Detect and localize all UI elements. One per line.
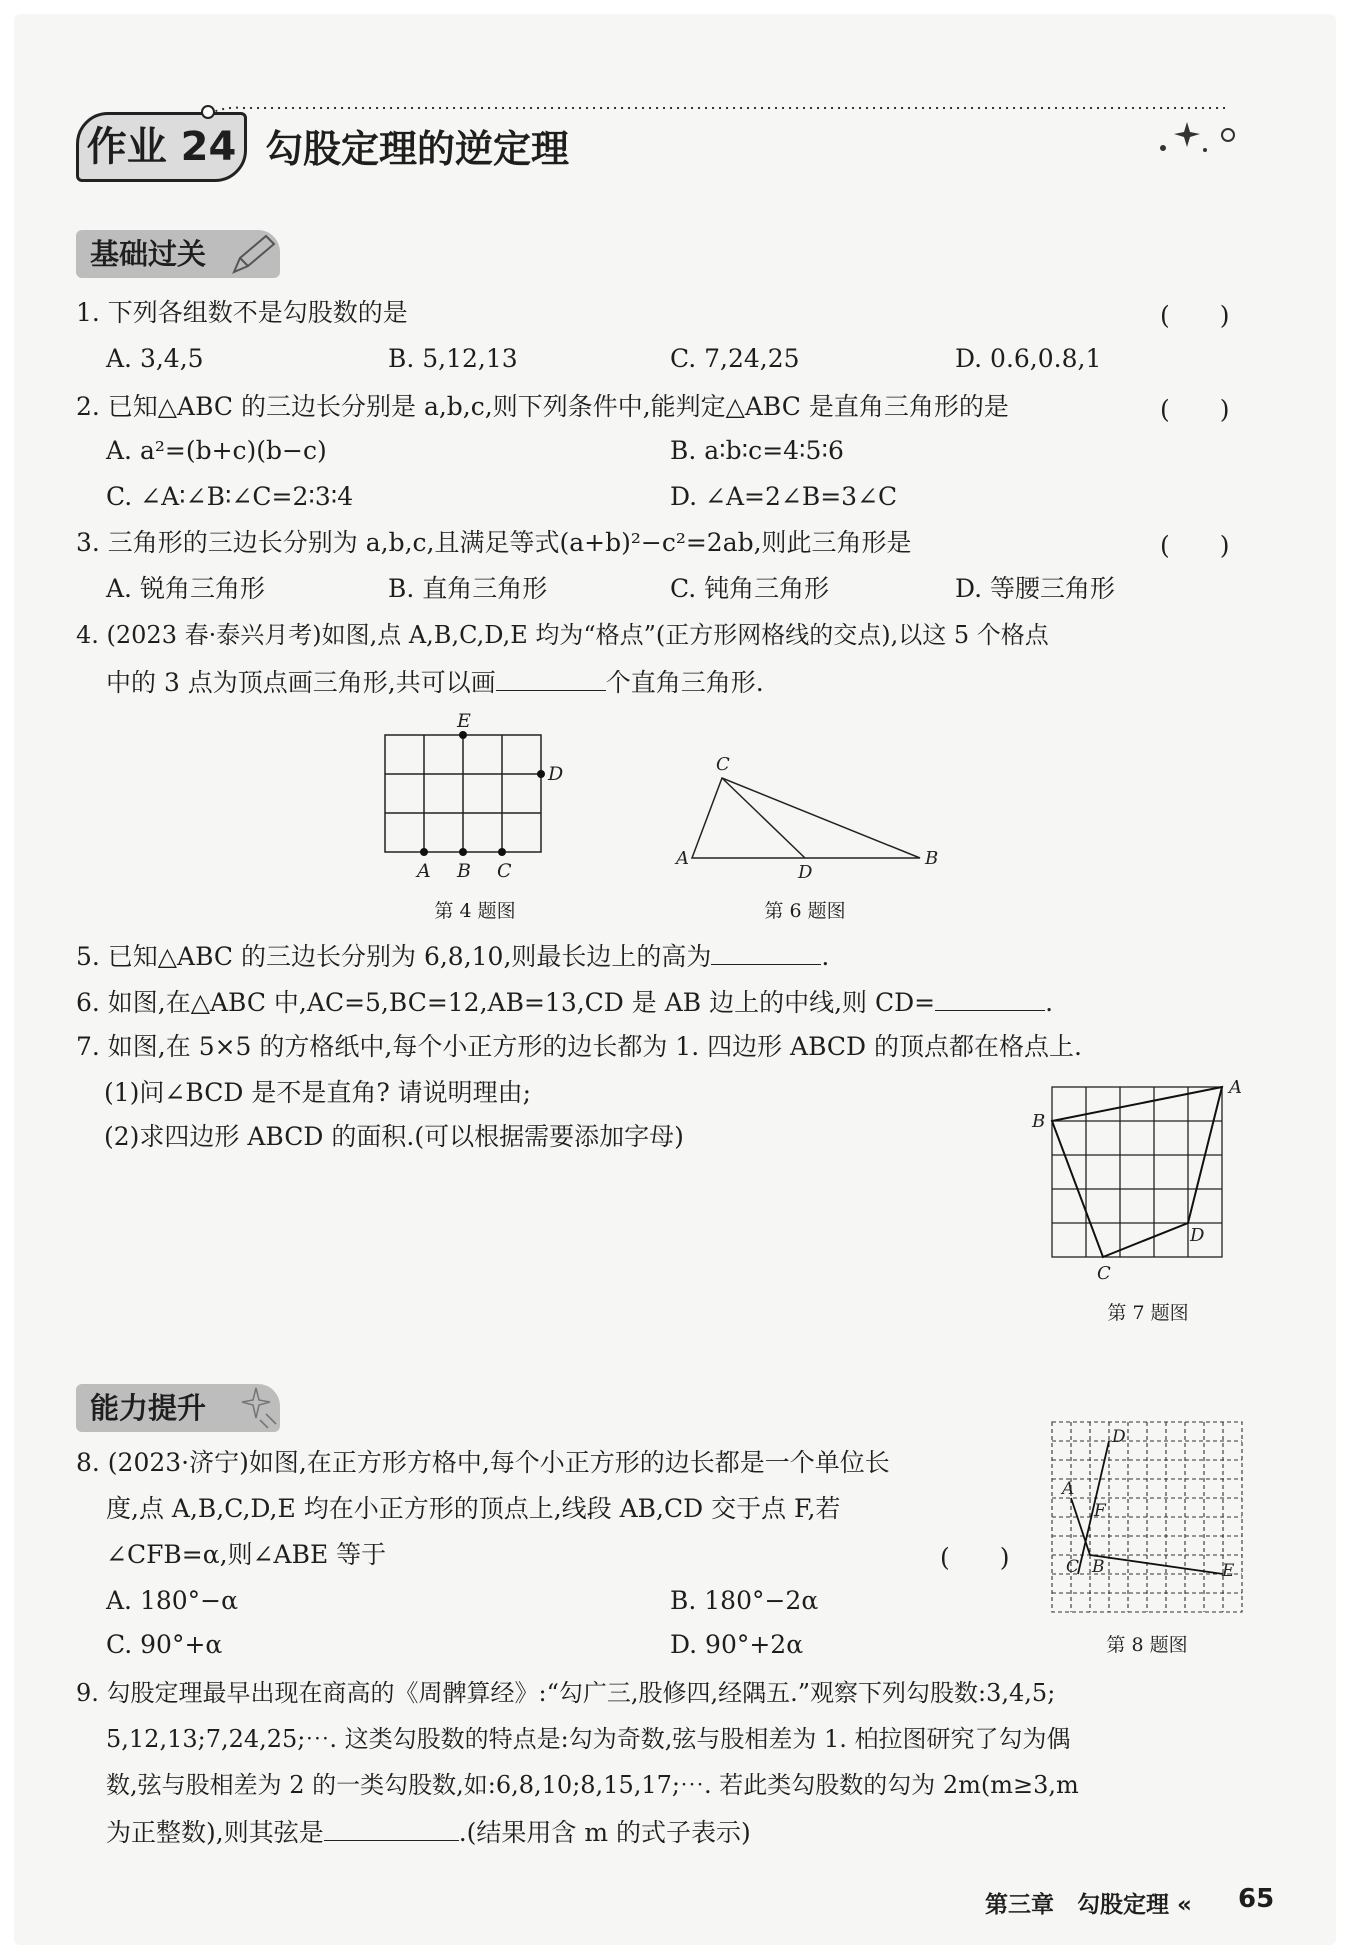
q8-option-a: A. 180°−α [106,1586,238,1615]
q6-end: . [1045,988,1054,1017]
figure-8-caption: 第 8 题图 [1106,1634,1188,1656]
q1-answer-paren: ( ) [1160,301,1230,330]
q2-option-a: A. a²=(b+c)(b−c) [106,436,327,465]
fig4-label-a: A [417,860,431,882]
q5-text: 5. 已知△ABC 的三边长分别为 6,8,10,则最长边上的高为 [76,942,712,971]
q9-line4-end: .(结果用含 m 的式子表示) [458,1818,751,1847]
q3-stem: 3. 三角形的三边长分别为 a,b,c,且满足等式(a+b)²−c²=2ab,则此三角形是 [76,528,912,557]
fig6-label-c: C [716,754,730,775]
q8-option-d: D. 90°+2α [670,1630,804,1659]
q9-line4 [106,1814,751,1850]
q4-line2 [106,664,764,700]
sparkle-icon [236,1384,280,1430]
q3-option-a: A. 锐角三角形 [106,574,265,603]
q6-text: 6. 如图,在△ABC 中,AC=5,BC=12,AB=13,CD 是 AB 边上的中线,则 CD= [76,988,936,1017]
q4-line1: 4. (2023 春·泰兴月考)如图,点 A,B,C,D,E 均为“格点”(正方形网格线的交点),以这 5 个格点 [76,621,1049,649]
fig4-label-e: E [457,710,471,732]
q8-option-b: B. 180°−2α [670,1586,819,1615]
q5-answer-blank[interactable] [711,938,821,965]
fig4-label-b: B [457,860,471,882]
page-title: 勾股定理的逆定理 [265,127,570,171]
figure-4-grid [370,705,590,885]
q9-line4-start: 为正整数),则其弦是 [106,1818,324,1847]
fig6-label-a: A [676,848,689,869]
q9-answer-blank[interactable] [324,1814,459,1841]
assignment-badge: 作业 24 [76,112,247,182]
fig7-label-d: D [1190,1225,1205,1246]
q2-option-b: B. a∶b∶c=4∶5∶6 [670,436,844,465]
q3-answer-paren: ( ) [1160,531,1230,560]
fig7-label-c: C [1097,1263,1111,1284]
q3-option-d: D. 等腰三角形 [955,574,1116,603]
q9-line3: 数,弦与股相差为 2 的一类勾股数,如:6,8,10;8,15,17;⋯. 若此类勾股数的勾为 2m(m≥3,m [106,1771,1079,1799]
q8-answer-paren: ( ) [940,1543,1010,1572]
q7-part2: (2)求四边形 ABCD 的面积.(可以根据需要添加字母) [104,1122,684,1151]
q5-line [76,938,829,974]
fig7-label-a: A [1229,1077,1242,1098]
pencil-icon [230,232,278,278]
q2-option-c: C. ∠A∶∠B∶∠C=2∶3∶4 [106,482,354,511]
q2-stem: 2. 已知△ABC 的三边长分别是 a,b,c,则下列条件中,能判定△ABC 是直角三角形的是 [76,392,1009,421]
q5-end: . [821,942,830,971]
fig8-label-a: A [1062,1479,1075,1499]
q3-option-c: C. 钝角三角形 [670,574,830,603]
q9-line2: 5,12,13;7,24,25;⋯. 这类勾股数的特点是:勾为奇数,弦与股相差为 1. 柏拉图研究了勾为偶 [106,1725,1071,1753]
q9-line1: 9. 勾股定理最早出现在商高的《周髀算经》:“勾广三,股修四,经隅五.”观察下列勾股数:3,4,5; [76,1679,1056,1707]
figure-4-caption: 第 4 题图 [434,900,516,922]
q7-part1: (1)问∠BCD 是不是直角? 请说明理由; [104,1078,532,1107]
fig6-label-b: B [925,848,939,869]
fig8-label-c: C [1066,1557,1080,1577]
q8-option-c: C. 90°+α [106,1630,223,1659]
q2-option-d: D. ∠A=2∠B=3∠C [670,482,898,511]
figure-6-triangle [670,750,950,885]
q2-answer-paren: ( ) [1160,395,1230,424]
q4-answer-blank[interactable] [496,664,606,691]
q8-line1: 8. (2023·济宁)如图,在正方形方格中,每个小正方形的边长都是一个单位长 [76,1448,890,1477]
q1-option-b: B. 5,12,13 [388,344,518,373]
q1-stem: 1. 下列各组数不是勾股数的是 [76,298,408,327]
fig6-label-d: D [798,862,813,883]
q6-line [76,984,1053,1020]
q6-answer-blank[interactable] [935,984,1045,1011]
fig8-label-d: D [1112,1427,1126,1447]
q1-option-d: D. 0.6,0.8,1 [955,344,1102,373]
page-number: 65 [1238,1884,1275,1914]
fig8-label-e: E [1222,1561,1235,1581]
section-basic: 基础过关 [76,230,280,278]
q8-line2: 度,点 A,B,C,D,E 均在小正方形的顶点上,线段 AB,CD 交于点 F,若 [106,1494,841,1523]
badge-dot [201,105,215,119]
fig8-label-f: F [1094,1501,1106,1521]
q1-option-c: C. 7,24,25 [670,344,800,373]
q1-option-a: A. 3,4,5 [106,344,204,373]
figure-7-grid [1020,1075,1260,1290]
q4-line2-end: 个直角三角形. [605,668,764,697]
figure-7-caption: 第 7 题图 [1107,1302,1189,1324]
q4-line2-start: 中的 3 点为顶点画三角形,共可以画 [106,668,496,697]
q8-line3: ∠CFB=α,则∠ABE 等于 [106,1540,387,1569]
section-advanced: 能力提升 [76,1384,280,1432]
fig8-label-b: B [1092,1557,1105,1577]
q7-stem: 7. 如图,在 5×5 的方格纸中,每个小正方形的边长都为 1. 四边形 ABCD 的顶点都在格点上. [76,1032,1082,1061]
figure-8-grid [1040,1410,1260,1615]
fig4-label-d: D [548,763,564,785]
footer-chapter: 第三章 勾股定理 « [985,1892,1192,1918]
fig4-label-c: C [497,860,512,882]
fig7-label-b: B [1032,1111,1046,1132]
q3-option-b: B. 直角三角形 [388,574,548,603]
figure-6-caption: 第 6 题图 [764,900,846,922]
